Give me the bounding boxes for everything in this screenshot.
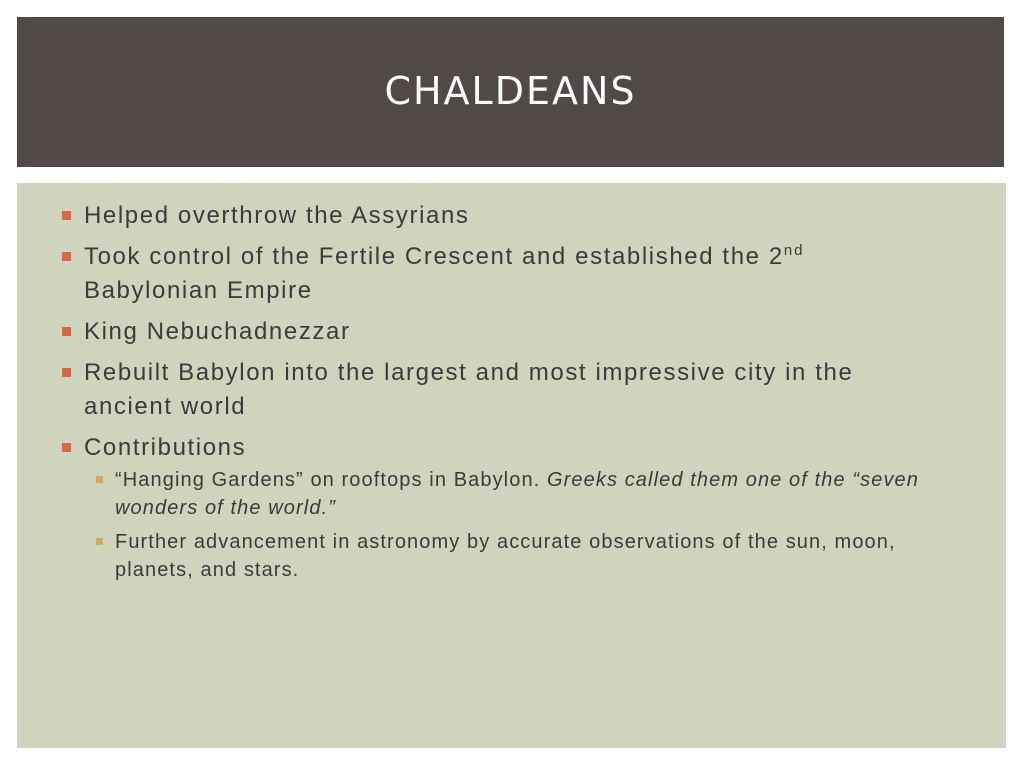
bullet-text-continued: Babylonian Empire	[84, 277, 313, 304]
sub-bullet-list	[84, 466, 946, 584]
slide-title: CHALDEANS	[384, 69, 637, 113]
ordinal-superscript: nd	[783, 242, 805, 259]
small-square-bullet-icon	[96, 476, 103, 483]
bullet-item	[17, 199, 1006, 233]
sub-bullet-text: Further advancement in astronomy by accurate observations of the sun, moon, planets, and stars.	[115, 531, 896, 581]
sub-bullet-item	[84, 528, 946, 584]
bullet-item	[17, 240, 1006, 308]
content-panel	[17, 183, 1006, 748]
bullet-text: Rebuilt Babylon into the largest and most impressive city in the ancient world	[84, 359, 854, 420]
bullet-item	[17, 431, 1006, 584]
sub-bullet-item	[84, 466, 946, 522]
bullet-list	[17, 199, 1006, 591]
square-bullet-icon	[62, 211, 71, 220]
bullet-text: Helped overthrow the Assyrians	[84, 202, 470, 229]
bullet-text: King Nebuchadnezzar	[84, 318, 351, 345]
bullet-item	[17, 356, 1006, 424]
bullet-text: Took control of the Fertile Crescent and established the 2	[84, 243, 784, 270]
square-bullet-icon	[62, 443, 71, 452]
sub-bullet-text: “Hanging Gardens” on rooftops in Babylon.	[115, 469, 547, 491]
square-bullet-icon	[62, 252, 71, 261]
sub-bullet-italic-text: Greeks called them one of the “seven wonders of the world.”	[115, 469, 919, 519]
title-bar	[17, 17, 1004, 167]
square-bullet-icon	[62, 327, 71, 336]
square-bullet-icon	[62, 368, 71, 377]
bullet-item	[17, 315, 1006, 349]
bullet-text: Contributions	[84, 434, 247, 461]
small-square-bullet-icon	[96, 538, 103, 545]
